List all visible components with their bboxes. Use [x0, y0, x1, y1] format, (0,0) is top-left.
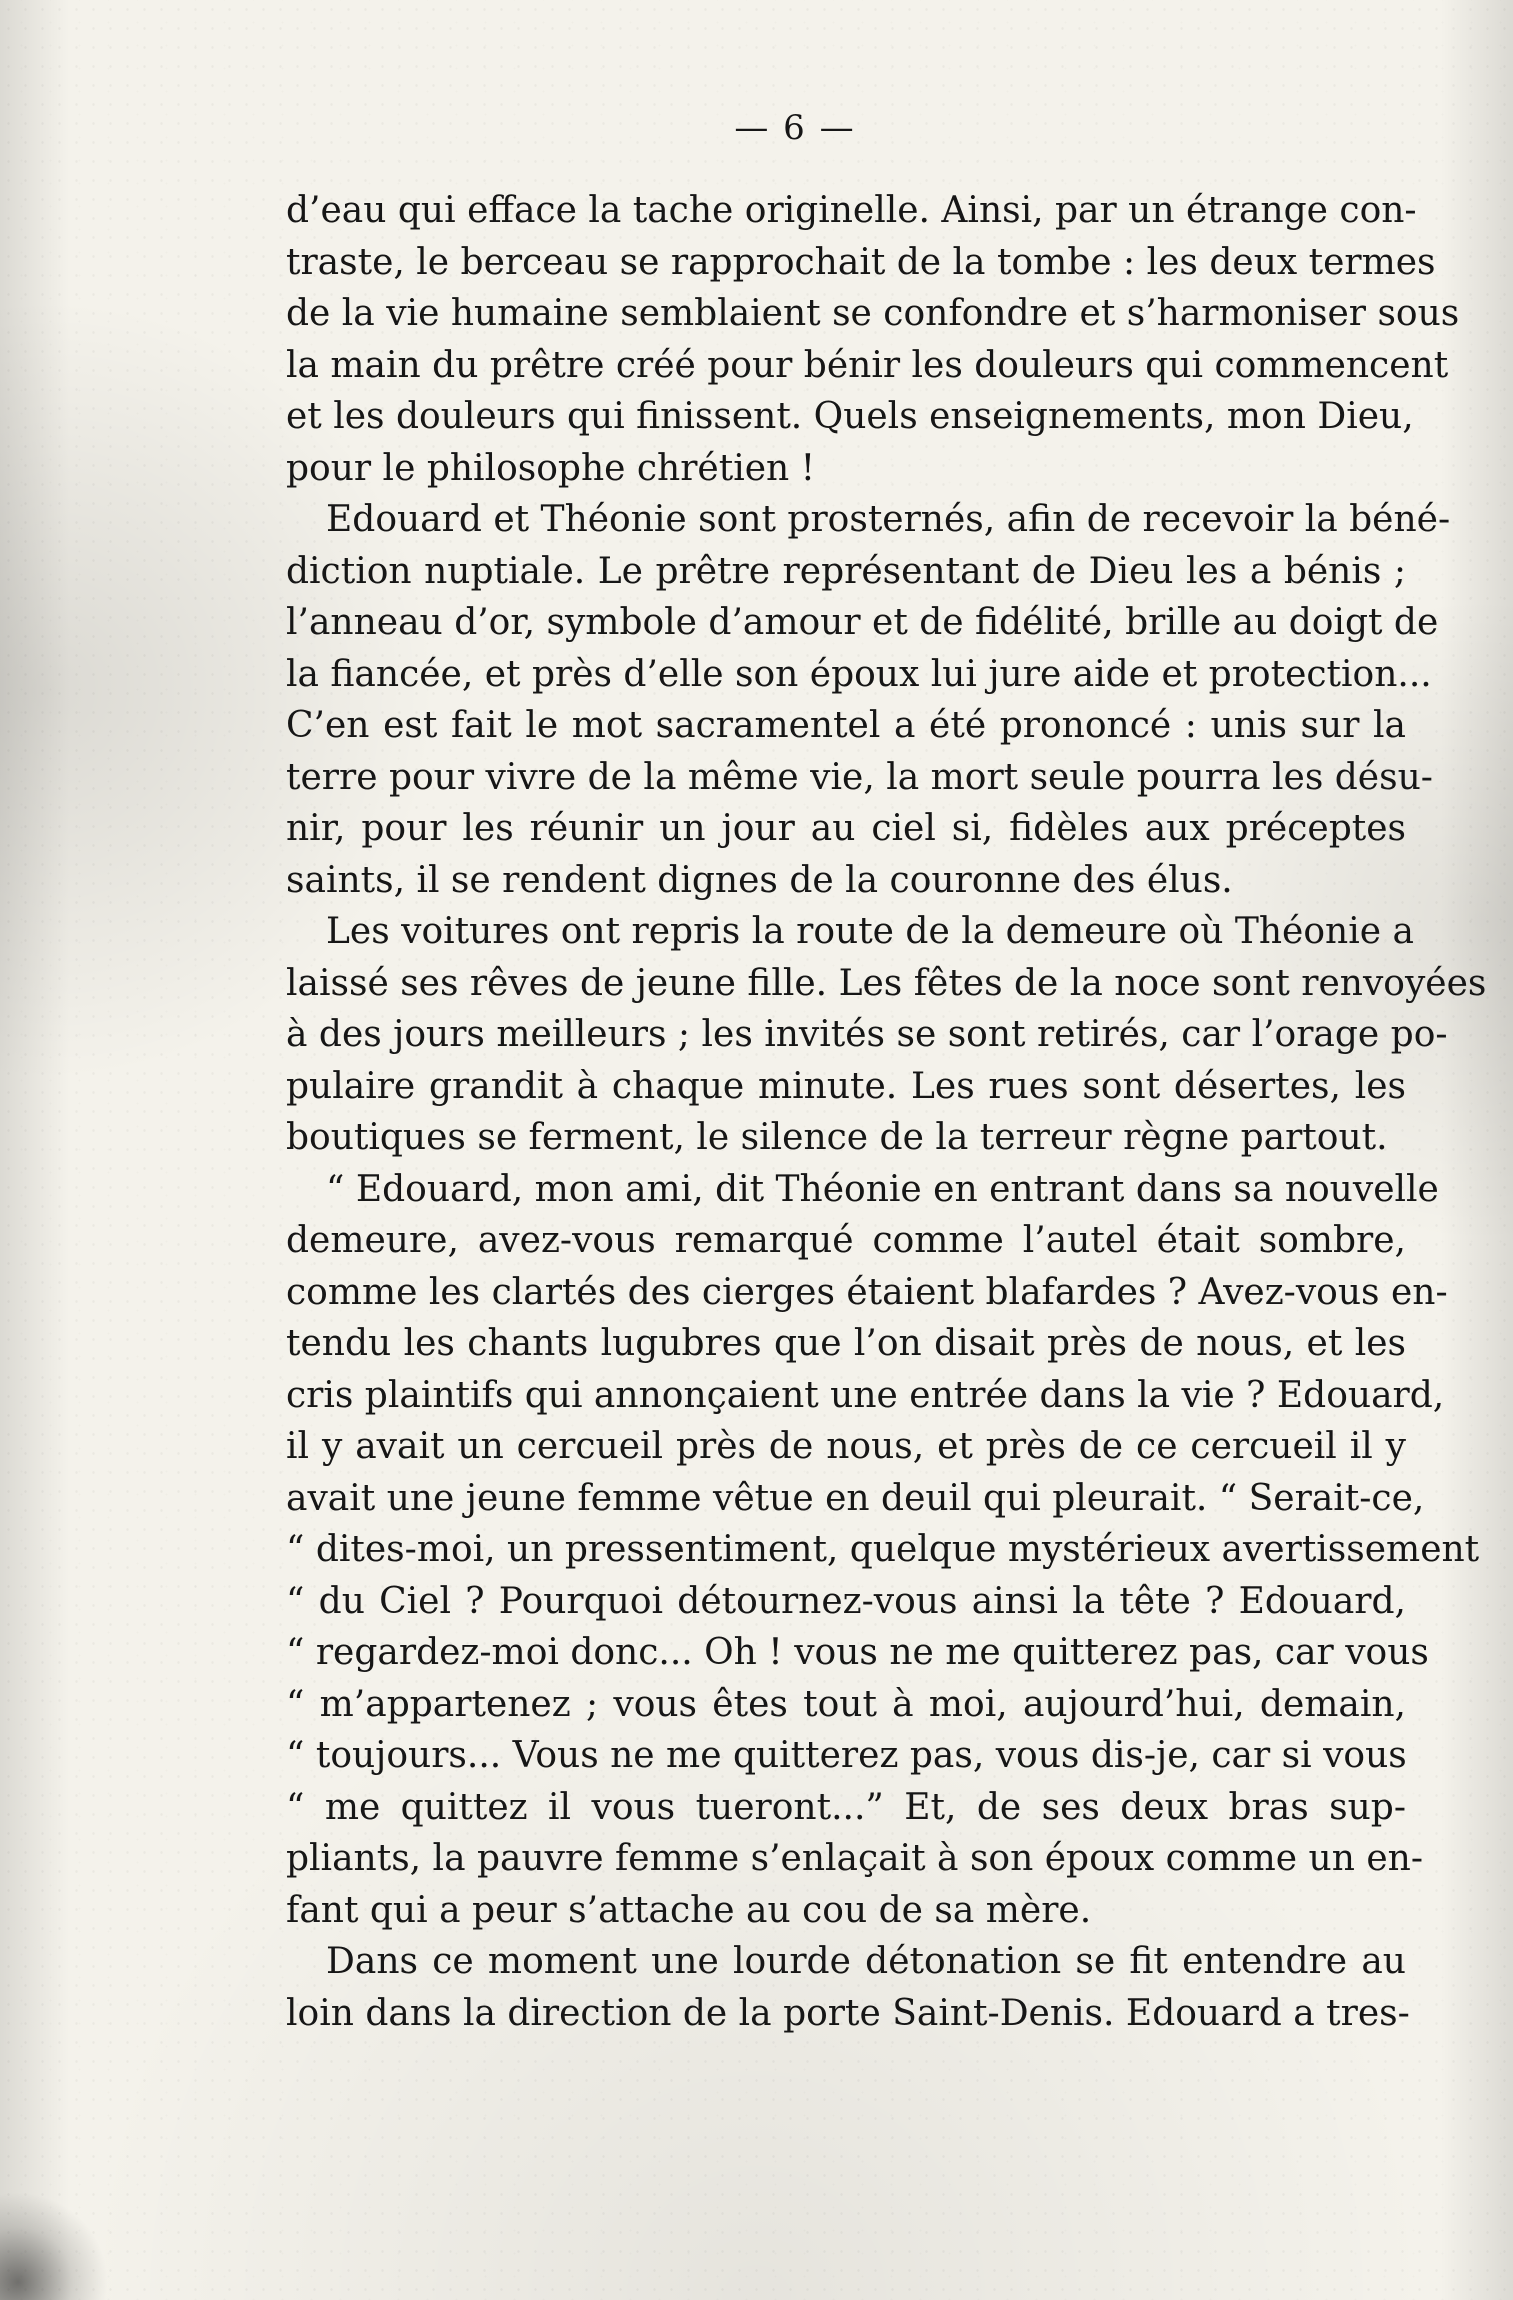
text-line: boutiques se ferment, le silence de la terreur règne partout. [286, 1117, 1388, 1158]
text-line: “ dites-moi, un pressentiment, quelque mystérieux avertissement [286, 1529, 1480, 1570]
text-line: la fiancée, et près d’elle son époux lui jure aide et protection... [286, 653, 1432, 695]
text-line: terre pour vivre de la même vie, la mort seule pourra les désu- [286, 756, 1433, 798]
text-line: tendu les chants lugubres que l’on disait près de nous, et les [286, 1323, 1406, 1364]
text-line: nir, pour les réunir un jour au ciel si, fidèles aux préceptes [286, 808, 1406, 849]
text-line: “ me quittez il vous tueront...” Et, de ses deux bras sup- [286, 1786, 1406, 1828]
text-line: traste, le berceau se rapprochait de la tombe : les deux termes [286, 241, 1436, 283]
text-line: comme les clartés des cierges étaient blafardes ? Avez-vous en- [286, 1271, 1448, 1313]
text-line: et les douleurs qui finissent. Quels enseignements, mon Dieu, [286, 396, 1414, 437]
text-line: pliants, la pauvre femme s’enlaçait à son époux comme un en- [286, 1838, 1424, 1879]
text-line: de la vie humaine semblaient se confondre et s’harmoniser sous [286, 293, 1460, 334]
text-line: loin dans la direction de la porte Saint-Denis. Edouard a tres- [286, 1992, 1410, 2034]
text-line: “ du Ciel ? Pourquoi détournez-vous ainsi la tête ? Edouard, [286, 1580, 1406, 1622]
text-line: Les voitures ont repris la route de la demeure où Théonie a [326, 911, 1414, 952]
text-line: cris plaintifs qui annonçaient une entrée dans la vie ? Edouard, [286, 1374, 1445, 1416]
text-line: pour le philosophe chrétien ! [286, 447, 816, 489]
text-line: d’eau qui efface la tache originelle. Ainsi, par un étrange con- [286, 190, 1417, 231]
text-line: avait une jeune femme vêtue en deuil qui pleurait. “ Serait-ce, [286, 1477, 1425, 1519]
text-line: Edouard et Théonie sont prosternés, afin de recevoir la béné- [326, 499, 1451, 540]
text-line: demeure, avez-vous remarqué comme l’autel était sombre, [286, 1220, 1406, 1261]
text-line: l’anneau d’or, symbole d’amour et de fidélité, brille au doigt de [286, 602, 1439, 643]
text-line: pulaire grandit à chaque minute. Les rues sont désertes, les [286, 1065, 1406, 1107]
text-line: “ Edouard, mon ami, dit Théonie en entrant dans sa nouvelle [326, 1168, 1439, 1210]
text-line: la main du prêtre créé pour bénir les douleurs qui commencent [286, 344, 1449, 386]
text-line: Dans ce moment une lourde détonation se fit entendre au [326, 1941, 1406, 1982]
text-line: fant qui a peur s’attache au cou de sa mère. [286, 1889, 1092, 1931]
body-text [286, 185, 1487, 2039]
text-line: “ toujours... Vous ne me quitterez pas, vous dis-je, car si vous [286, 1735, 1407, 1776]
text-line: C’en est fait le mot sacramentel a été prononcé : unis sur la [286, 705, 1406, 746]
text-line: laissé ses rêves de jeune fille. Les fêtes de la noce sont renvoyées [286, 962, 1487, 1004]
text-line: “ regardez-moi donc... Oh ! vous ne me quitterez pas, car vous [286, 1632, 1429, 1673]
text-line: il y avait un cercueil près de nous, et près de ce cercueil il y [286, 1426, 1406, 1467]
ink-blot [0, 2180, 120, 2300]
text-line: saints, il se rendent dignes de la couronne des élus. [286, 859, 1233, 901]
text-line: à des jours meilleurs ; les invités se sont retirés, car l’orage po- [286, 1014, 1448, 1055]
page-number: — 6 — [734, 108, 856, 148]
text-line: diction nuptiale. Le prêtre représentant de Dieu les a bénis ; [286, 550, 1406, 592]
text-line: “ m’appartenez ; vous êtes tout à moi, aujourd’hui, demain, [286, 1683, 1406, 1725]
